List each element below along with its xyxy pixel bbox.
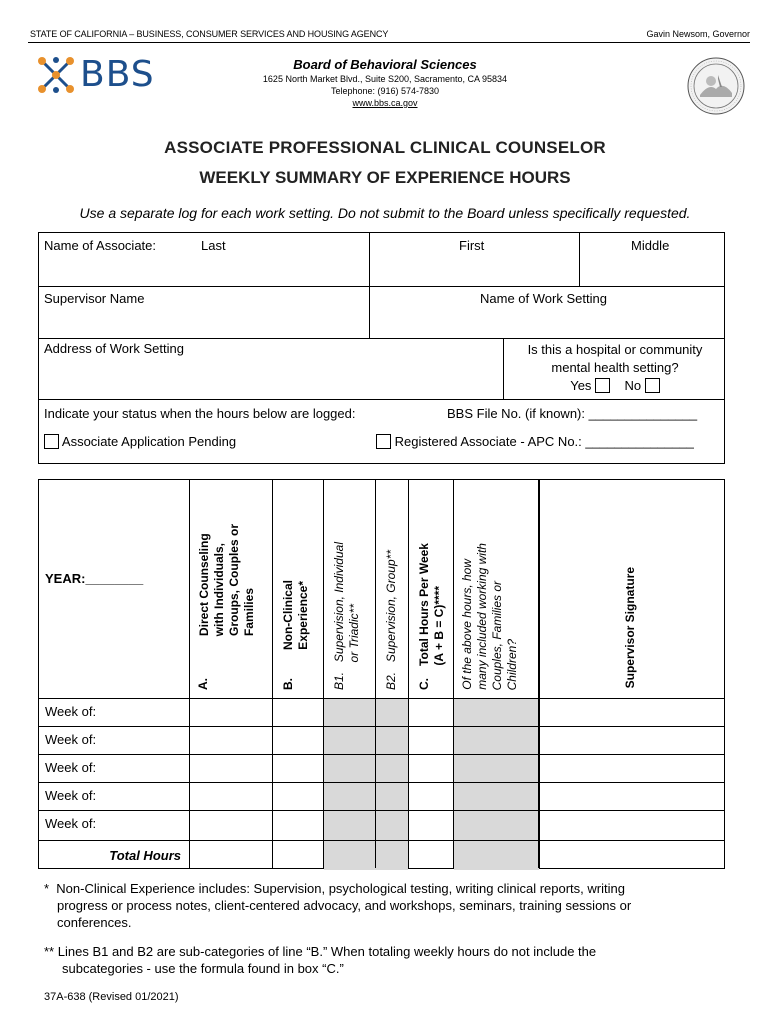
state-seal-icon xyxy=(687,57,745,115)
bbs-logo xyxy=(36,55,155,95)
yes-no-options xyxy=(505,377,725,395)
footnote1-line2: progress or process notes, client-centered advocacy, and workshops, seminars, training sessions or xyxy=(57,898,632,913)
first-name-label[interactable]: First xyxy=(459,238,485,253)
status-prompt: Indicate your status when the hours below are logged: xyxy=(44,406,356,421)
col-a-line2: with Individuals, xyxy=(212,542,226,636)
agency-block xyxy=(240,57,530,108)
name-of-associate-label: Name of Associate: xyxy=(44,238,156,253)
col-a-line1: Direct Counseling xyxy=(197,533,211,636)
total-hours-label: Total Hours xyxy=(109,848,181,863)
week-row-2[interactable]: Week of: xyxy=(45,732,97,747)
last-name-label[interactable]: Last xyxy=(201,238,226,253)
hospital-question xyxy=(505,341,725,395)
col-a-line3: Groups, Couples or xyxy=(227,523,241,636)
application-pending-checkbox[interactable] xyxy=(44,434,59,449)
board-name: Board of Behavioral Sciences xyxy=(293,57,477,72)
work-setting-address-label[interactable]: Address of Work Setting xyxy=(44,341,184,356)
footnote1-line3: conferences. xyxy=(57,915,132,930)
footnote2-line1: Lines B1 and B2 are sub-categories of line “B.” When totaling weekly hours do not include the xyxy=(57,944,597,959)
no-checkbox[interactable] xyxy=(645,378,660,393)
col-b-line1: Non-Clinical xyxy=(281,579,295,650)
application-pending-option xyxy=(44,434,236,449)
yes-checkbox[interactable] xyxy=(595,378,610,393)
col-a-line4: Families xyxy=(242,587,256,636)
yes-label: Yes xyxy=(570,378,592,393)
week-row-4[interactable]: Week of: xyxy=(45,788,97,803)
bbs-file-number-field[interactable]: BBS File No. (if known): _______________ xyxy=(447,406,698,421)
registered-associate-label[interactable]: Registered Associate - APC No.: _______________ xyxy=(394,434,694,449)
middle-name-label[interactable]: Middle xyxy=(631,238,670,253)
application-pending-label: Associate Application Pending xyxy=(61,434,237,449)
board-address: 1625 North Market Blvd., Suite S200, Sacramento, CA 95834 xyxy=(262,74,508,84)
bbs-logo-icon xyxy=(36,55,76,95)
col-signature: Supervisor Signature xyxy=(623,566,637,688)
col-b-letter: B. xyxy=(281,678,295,690)
form-subtitle: WEEKLY SUMMARY OF EXPERIENCE HOURS xyxy=(199,168,571,187)
col-couples-line4: Children? xyxy=(505,638,519,690)
hospital-question-line2: mental health setting? xyxy=(551,360,679,375)
hospital-question-line1: Is this a hospital or community xyxy=(527,342,703,357)
col-couples-line1: Of the above hours, how xyxy=(460,559,474,690)
associate-info-box xyxy=(38,232,725,464)
supervisor-name-label[interactable]: Supervisor Name xyxy=(44,291,145,306)
header-rule xyxy=(28,42,750,43)
board-website-link[interactable]: www.bbs.ca.gov xyxy=(352,98,418,108)
col-c-letter: C. xyxy=(417,678,431,690)
form-title: ASSOCIATE PROFESSIONAL CLINICAL COUNSELOR xyxy=(164,138,606,157)
governor-line: Gavin Newsom, Governor xyxy=(646,29,750,39)
col-couples-line2: many included working with xyxy=(475,543,489,690)
agency-line: STATE OF CALIFORNIA – BUSINESS, CONSUMER SERVICES AND HOUSING AGENCY xyxy=(30,29,389,39)
footnote1-star: * xyxy=(44,881,50,896)
footnote2-line2: subcategories - use the formula found in box “C.” xyxy=(62,961,344,976)
col-b1-line2: or Triadic** xyxy=(347,603,361,662)
col-b2-line1: Supervision, Group** xyxy=(384,549,398,662)
work-setting-name-label[interactable]: Name of Work Setting xyxy=(480,291,607,306)
registered-associate-option xyxy=(376,434,694,449)
col-b2-letter: B2. xyxy=(384,671,398,690)
col-c-line1: Total Hours Per Week xyxy=(417,543,431,666)
col-b-line2: Experience* xyxy=(296,581,310,650)
footnote-subcategories xyxy=(44,943,596,977)
week-row-3[interactable]: Week of: xyxy=(45,760,97,775)
week-row-1[interactable]: Week of: xyxy=(45,704,97,719)
week-row-5[interactable]: Week of: xyxy=(45,816,97,831)
col-a-letter: A. xyxy=(196,678,210,690)
no-label: No xyxy=(624,378,642,393)
col-b1-letter: B1. xyxy=(332,671,346,690)
logo-text: BBS xyxy=(80,54,155,95)
weekly-hours-table xyxy=(38,479,725,869)
board-telephone: Telephone: (916) 574-7830 xyxy=(330,86,440,96)
footnote2-star: ** xyxy=(44,944,55,959)
col-a-header xyxy=(197,668,210,690)
footnote-non-clinical xyxy=(44,880,631,931)
col-c-line2: (A + B = C)**** xyxy=(432,586,446,666)
registered-associate-checkbox[interactable] xyxy=(376,434,391,449)
instruction-text: Use a separate log for each work setting. Do not submit to the Board unless specifically requested. xyxy=(79,205,691,221)
footnote1-line1: Non-Clinical Experience includes: Supervision, psychological testing, writing clinical reports, writing xyxy=(56,881,625,896)
col-couples-line3: Couples, Families or xyxy=(490,580,504,690)
year-field[interactable]: YEAR:________ xyxy=(45,571,144,586)
col-b1-line1: Supervision, Individual xyxy=(332,541,346,662)
form-number: 37A-638 (Revised 01/2021) xyxy=(44,991,179,1003)
